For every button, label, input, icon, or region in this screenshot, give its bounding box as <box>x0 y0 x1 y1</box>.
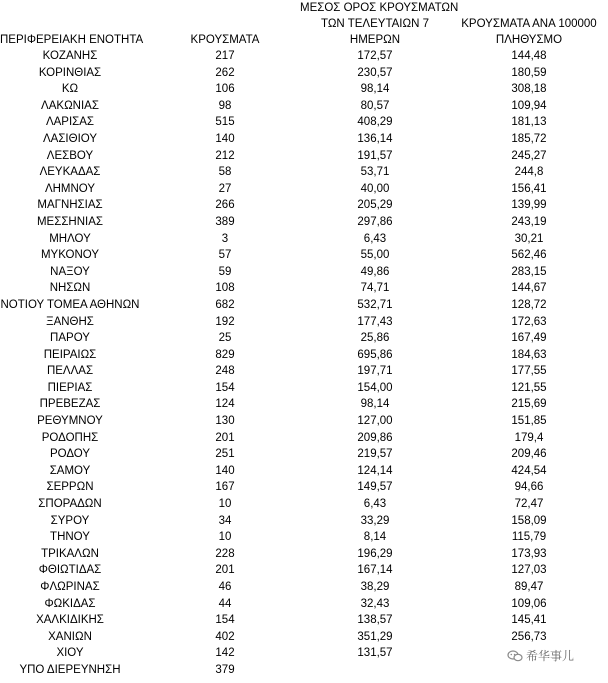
cases-cell: 251 <box>215 448 235 461</box>
region-name-cell: ΚΟΡΙΝΘΙΑΣ <box>38 66 102 79</box>
table-row <box>0 280 608 297</box>
cases-cell: 27 <box>218 182 232 195</box>
table-row <box>0 231 608 248</box>
region-name-cell: ΝΑΞΟΥ <box>50 265 90 278</box>
table-row <box>0 496 608 513</box>
seven-day-average-cell: 98,14 <box>360 398 390 411</box>
cases-cell: 167 <box>215 481 235 494</box>
cases-cell: 59 <box>218 265 232 278</box>
region-name-cell: ΠΙΕΡΙΑΣ <box>47 381 93 394</box>
cases-per-100000-cell: 30,21 <box>514 232 544 245</box>
header-seven-day-average <box>300 0 459 48</box>
seven-day-average-cell: 53,71 <box>360 166 390 179</box>
region-name-cell: ΝΗΣΩΝ <box>49 282 91 295</box>
region-name-cell: ΜΗΛΟΥ <box>49 232 91 245</box>
cases-cell: 262 <box>215 66 235 79</box>
region-name-cell: ΚΩ <box>61 83 79 96</box>
cases-per-100000-cell: 244,8 <box>514 166 544 179</box>
region-name-cell: ΣΑΜΟΥ <box>49 464 91 477</box>
seven-day-average-cell: 197,71 <box>357 365 393 378</box>
cases-per-100000-cell: 243,19 <box>511 215 547 228</box>
seven-day-average-cell: 297,86 <box>357 215 393 228</box>
seven-day-average-cell: 80,57 <box>360 99 390 112</box>
cases-per-100000-cell: 180,59 <box>511 66 547 79</box>
cases-per-100000-cell: 109,06 <box>511 597 547 610</box>
table-row <box>0 98 608 115</box>
cases-cell: 57 <box>218 249 232 262</box>
cases-per-100000-cell: 167,49 <box>511 332 547 345</box>
cases-cell: 10 <box>218 531 232 544</box>
cases-cell: 248 <box>215 365 235 378</box>
region-name-cell: ΚΟΖΑΝΗΣ <box>42 50 98 62</box>
header-per-line-2: ΠΛΗΘΥΣΜΟ <box>495 34 563 46</box>
region-name-cell: ΜΥΚΟΝΟΥ <box>40 249 100 262</box>
cases-per-100000-cell: 245,27 <box>511 149 547 162</box>
table-row <box>0 546 608 563</box>
seven-day-average-cell: 532,71 <box>357 298 393 311</box>
cases-cell: 212 <box>215 149 235 162</box>
cases-cell: 217 <box>215 50 235 62</box>
cases-per-100000-cell: 215,69 <box>511 398 547 411</box>
seven-day-average-cell: 98,14 <box>360 83 390 96</box>
table-row <box>0 181 608 198</box>
table-row <box>0 264 608 281</box>
seven-day-average-cell: 205,29 <box>357 199 393 212</box>
region-name-cell: ΛΗΜΝΟΥ <box>44 182 96 195</box>
seven-day-average-cell: 131,57 <box>357 647 393 660</box>
cases-per-100000-cell: 179,4 <box>514 431 544 444</box>
table-row <box>0 396 608 413</box>
cases-per-100000-cell: 424,54 <box>511 464 547 477</box>
cases-per-100000-cell: 156,41 <box>511 182 547 195</box>
table-row <box>0 579 608 596</box>
seven-day-average-cell: 351,29 <box>357 630 393 643</box>
table-row <box>0 197 608 214</box>
table-row <box>0 463 608 480</box>
table-row <box>0 48 608 65</box>
cases-cell: 130 <box>215 415 235 428</box>
cases-cell: 402 <box>215 630 235 643</box>
region-name-cell: ΦΩΚΙΔΑΣ <box>44 597 96 610</box>
table-row <box>0 81 608 98</box>
cases-cell: 201 <box>215 564 235 577</box>
region-name-cell: ΛΕΥΚΑΔΑΣ <box>39 166 101 179</box>
seven-day-average-cell: 167,14 <box>357 564 393 577</box>
watermark <box>505 645 576 667</box>
cases-cell: 682 <box>215 298 235 311</box>
table-row <box>0 330 608 347</box>
cases-per-100000-cell: 185,72 <box>511 132 547 145</box>
table-body <box>0 48 608 679</box>
table-row <box>0 430 608 447</box>
region-name-cell: ΜΑΓΝΗΣΙΑΣ <box>37 199 103 212</box>
cases-cell: 140 <box>215 132 235 145</box>
header-cases: ΚΡΟΥΣΜΑΤΑ <box>190 34 260 46</box>
seven-day-average-cell: 32,43 <box>360 597 390 610</box>
region-name-cell: ΠΑΡΟΥ <box>50 332 90 345</box>
table-row <box>0 65 608 82</box>
cases-cell: 3 <box>221 232 229 245</box>
chat-bubble-icon <box>507 648 523 664</box>
cases-per-100000-cell: 172,63 <box>511 315 547 328</box>
seven-day-average-cell: 33,29 <box>360 514 390 527</box>
table-row <box>0 214 608 231</box>
cases-cell: 389 <box>215 215 235 228</box>
region-name-cell: ΝΟΤΙΟΥ ΤΟΜΕΑ ΑΘΗΝΩΝ <box>0 298 140 311</box>
seven-day-average-cell: 230,57 <box>357 66 393 79</box>
seven-day-average-cell: 127,00 <box>357 415 393 428</box>
seven-day-average-cell: 138,57 <box>357 614 393 627</box>
seven-day-average-cell: 172,57 <box>357 50 393 62</box>
seven-day-average-cell: 191,57 <box>357 149 393 162</box>
seven-day-average-cell: 219,57 <box>357 448 393 461</box>
cases-cell: 124 <box>215 398 235 411</box>
cases-per-100000-cell: 181,13 <box>511 116 547 129</box>
seven-day-average-cell: 124,14 <box>357 464 393 477</box>
cases-per-100000-cell: 89,47 <box>514 581 544 593</box>
cases-per-100000-cell: 139,99 <box>511 199 547 212</box>
region-name-cell: ΤΡΙΚΑΛΩΝ <box>41 547 99 560</box>
cases-per-100000-cell: 144,48 <box>511 50 547 62</box>
cases-per-100000-cell: 144,67 <box>511 282 547 295</box>
table-row <box>0 314 608 331</box>
cases-per-100000-cell: 115,79 <box>511 531 547 544</box>
watermark-text: 希华事儿 <box>526 649 575 663</box>
table-row <box>0 562 608 579</box>
cases-per-100000-cell: 283,15 <box>511 265 547 278</box>
region-name-cell: ΧΙΟΥ <box>56 647 84 660</box>
region-name-cell: ΡΕΘΥΜΝΟΥ <box>37 415 103 428</box>
region-name-cell: ΥΠΟ ΔΙΕΡΕΥΝΗΣΗ <box>19 663 121 676</box>
cases-per-100000-cell: 128,72 <box>511 298 547 311</box>
table-row <box>0 297 608 314</box>
cases-per-100000-cell: 121,55 <box>511 381 547 394</box>
seven-day-average-cell: 49,86 <box>360 265 390 278</box>
cases-cell: 46 <box>218 581 232 593</box>
table-row <box>0 479 608 496</box>
cases-cell: 266 <box>215 199 235 212</box>
cases-cell: 228 <box>215 547 235 560</box>
region-name-cell: ΡΟΔΟΥ <box>49 448 91 461</box>
seven-day-average-cell: 149,57 <box>357 481 393 494</box>
cases-cell: 140 <box>215 464 235 477</box>
cases-per-100000-cell: 184,63 <box>511 348 547 361</box>
region-name-cell: ΡΟΔΟΠΗΣ <box>41 431 99 444</box>
seven-day-average-cell: 196,29 <box>357 547 393 560</box>
seven-day-average-cell: 40,00 <box>360 182 390 195</box>
seven-day-average-cell: 408,29 <box>357 116 393 129</box>
cases-cell: 98 <box>218 99 232 112</box>
region-name-cell: ΣΕΡΡΩΝ <box>46 481 94 494</box>
cases-cell: 379 <box>215 663 235 676</box>
region-name-cell: ΧΑΛΚΙΔΙΚΗΣ <box>36 614 104 627</box>
table-row <box>0 363 608 380</box>
cases-per-100000-cell: 209,46 <box>511 448 547 461</box>
cases-cell: 106 <box>215 83 235 96</box>
seven-day-average-cell: 6,43 <box>363 232 387 245</box>
cases-cell: 515 <box>215 116 235 129</box>
cases-per-100000-cell: 256,73 <box>511 630 547 643</box>
table-row <box>0 629 608 646</box>
header-cases-per-100000 <box>445 16 608 48</box>
seven-day-average-cell: 8,14 <box>363 531 387 544</box>
region-name-cell: ΦΘΙΩΤΙΔΑΣ <box>38 564 102 577</box>
table-row <box>0 148 608 165</box>
seven-day-average-cell: 209,86 <box>357 431 393 444</box>
cases-per-100000-cell: 94,66 <box>514 481 544 494</box>
seven-day-average-cell: 154,00 <box>357 381 393 394</box>
region-name-cell: ΦΛΩΡΙΝΑΣ <box>40 581 100 593</box>
cases-cell: 201 <box>215 431 235 444</box>
header-avg-line-1: ΜΕΣΟΣ ΟΡΟΣ ΚΡΟΥΣΜΑΤΩΝ <box>300 2 459 14</box>
header-per-line-1: ΚΡΟΥΣΜΑΤΑ ΑΝΑ 100000 <box>461 18 597 30</box>
cases-cell: 142 <box>215 647 235 660</box>
cases-cell: 192 <box>215 315 235 328</box>
region-name-cell: ΜΕΣΣΗΝΙΑΣ <box>36 215 104 228</box>
cases-per-100000-cell: 308,18 <box>511 83 547 96</box>
table-row <box>0 446 608 463</box>
table-row <box>0 131 608 148</box>
cases-cell: 25 <box>218 332 232 345</box>
seven-day-average-cell: 55,00 <box>360 249 390 262</box>
region-name-cell: ΠΡΕΒΕΖΑΣ <box>39 398 101 411</box>
cases-per-100000-cell: 145,41 <box>511 614 547 627</box>
cases-cell: 154 <box>215 614 235 627</box>
header-avg-line-3: ΗΜΕΡΩΝ <box>349 34 401 46</box>
cases-per-100000-cell: 158,09 <box>511 514 547 527</box>
table-row <box>0 529 608 546</box>
table-row <box>0 247 608 264</box>
region-name-cell: ΤΗΝΟΥ <box>50 531 90 544</box>
header-region: ΠΕΡΙΦΕΡΕΙΑΚΗ ΕΝΟΤΗΤΑ <box>0 34 144 46</box>
cases-cell: 829 <box>215 348 235 361</box>
table-row <box>0 164 608 181</box>
cases-per-100000-cell: 151,85 <box>511 415 547 428</box>
cases-cell: 34 <box>218 514 232 527</box>
cases-per-100000-cell: 173,93 <box>511 547 547 560</box>
region-name-cell: ΛΑΣΙΘΙΟΥ <box>42 132 98 145</box>
seven-day-average-cell: 25,86 <box>360 332 390 345</box>
region-name-cell: ΧΑΝΙΩΝ <box>48 630 92 643</box>
table-row <box>0 612 608 629</box>
region-name-cell: ΣΠΟΡΑΔΩΝ <box>38 498 102 511</box>
cases-per-100000-cell: 72,47 <box>514 498 544 511</box>
cases-per-100000-cell: 109,94 <box>511 99 547 112</box>
seven-day-average-cell: 74,71 <box>360 282 390 295</box>
seven-day-average-cell: 695,86 <box>357 348 393 361</box>
table-row <box>0 380 608 397</box>
region-name-cell: ΠΕΛΛΑΣ <box>46 365 94 378</box>
seven-day-average-cell: 38,29 <box>360 581 390 593</box>
table-row <box>0 413 608 430</box>
cases-per-100000-cell: 177,55 <box>511 365 547 378</box>
region-name-cell: ΛΑΡΙΣΑΣ <box>45 116 95 129</box>
cases-cell: 10 <box>218 498 232 511</box>
seven-day-average-cell: 6,43 <box>363 498 387 511</box>
region-name-cell: ΣΥΡΟΥ <box>50 514 90 527</box>
seven-day-average-cell: 177,43 <box>357 315 393 328</box>
cases-cell: 108 <box>215 282 235 295</box>
seven-day-average-cell: 136,14 <box>357 132 393 145</box>
region-name-cell: ΠΕΙΡΑΙΩΣ <box>43 348 97 361</box>
region-name-cell: ΛΕΣΒΟΥ <box>46 149 94 162</box>
cases-per-100000-cell: 562,46 <box>511 249 547 262</box>
cases-cell: 154 <box>215 381 235 394</box>
header-avg-line-2: ΤΩΝ ΤΕΛΕΥΤΑΙΩΝ 7 <box>321 18 429 30</box>
region-name-cell: ΛΑΚΩΝΙΑΣ <box>41 99 99 112</box>
cases-cell: 44 <box>218 597 232 610</box>
table-row <box>0 513 608 530</box>
table-row <box>0 347 608 364</box>
table-row <box>0 114 608 131</box>
region-name-cell: ΞΑΝΘΗΣ <box>46 315 94 328</box>
table-row <box>0 596 608 613</box>
cases-per-100000-cell: 127,03 <box>511 564 547 577</box>
cases-cell: 58 <box>218 166 232 179</box>
